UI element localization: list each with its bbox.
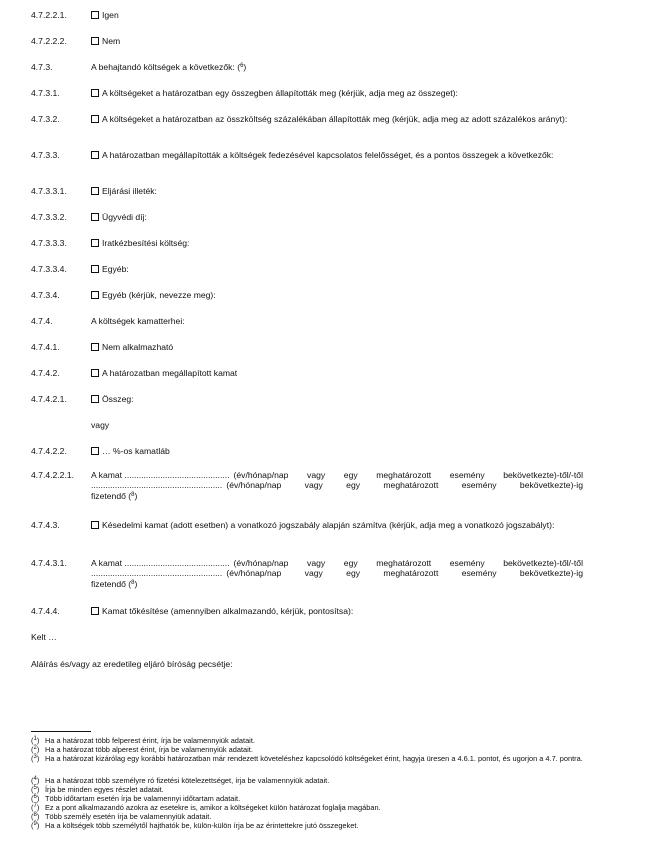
item-label: A költségek kamatterhei: (91, 316, 185, 326)
item-number: 4.7.4.2.2. (31, 446, 67, 456)
item-number: 4.7.3.2. (31, 114, 60, 124)
item-number: 4.7.4.3.1. (31, 558, 67, 568)
fill-rest: (év/hónap/nap vagy egy meghatározott esemény bekövetkezte)-től/-től (233, 558, 583, 568)
item-text (91, 446, 583, 456)
footnote-mark: ($^5$) (31, 785, 40, 794)
item-number: 4.7.2.2.1. (31, 10, 67, 20)
checkbox[interactable] (91, 37, 99, 45)
footnote-number: 9 (33, 821, 37, 827)
item-label: Nem alkalmazható (102, 342, 174, 352)
checkbox[interactable] (91, 239, 99, 247)
item-text (91, 368, 583, 378)
item-label: Összeg: (102, 394, 134, 404)
footnote-mark: ($^3$) (31, 754, 40, 763)
fill-close: ) (134, 578, 138, 589)
fill-rest: (év/hónap/nap vagy egy meghatározott esemény bekövetkezte)-től/-től (233, 470, 583, 480)
item-label: … %-os kamatláb (102, 446, 170, 456)
footnote-mark: ($^4$) (31, 776, 40, 785)
item-number: 4.7.3.3.4. (31, 264, 67, 274)
item-text (91, 394, 583, 404)
fill-lead: ....................................................... (91, 480, 223, 491)
footnote-text: Ha a határozat több felperest érint, írja be valamennyiük adatait. (45, 736, 255, 745)
footnote-mark: ($^1$) (31, 736, 40, 745)
checkbox[interactable] (91, 151, 99, 159)
footnote-text: Ha a határozat kizárólag egy korábbi határozatban már rendezett követeléshez kapcsolódó költségeket érint, hagyja üresen a 4.6.1. pontot, és ugorjon a 4.7. pontra. (45, 754, 583, 763)
checkbox[interactable] (91, 11, 99, 19)
checkbox[interactable] (91, 265, 99, 273)
checkbox[interactable] (91, 447, 99, 455)
footnote-mark: ($^6$) (31, 794, 40, 803)
item-label: Ügyvédi díj: (102, 212, 147, 222)
footnote-text: Ez a pont alkalmazandó azokra az esetekre is, amikor a költségeket külön határozat foglalja magában. (45, 803, 381, 812)
item-label: A határozatban megállapított kamat (102, 368, 238, 378)
item-label: Eljárási illeték: (102, 186, 157, 196)
item-label: A behajtandó költségek a következők: ( (91, 62, 241, 72)
item-number: 4.7.2.2.2. (31, 36, 67, 46)
footnote-text: Több időtartam esetén írja be valamennyi időtartam adatait. (45, 794, 241, 803)
footnote-number: 4 (33, 776, 37, 782)
item-text (91, 36, 583, 46)
item-label: vagy (91, 420, 110, 430)
footnote-text: Írja be minden egyes részlet adatait. (45, 785, 164, 794)
fill-payable: fizetendő ( (91, 578, 132, 589)
item-label: Iratkézbesítési költség: (102, 238, 190, 248)
footnote-ref: 6 (240, 63, 244, 69)
item-text (91, 238, 583, 248)
item-label: Kamat tőkésítése (amennyiben alkalmazandó, kérjük, pontosítsa): (102, 606, 354, 616)
item-text (91, 342, 583, 352)
checkbox[interactable] (91, 213, 99, 221)
fill-rest: (év/hónap/nap vagy egy meghatározott esemény bekövetkezte)-ig (226, 568, 583, 579)
footnote-number: 8 (33, 812, 37, 818)
item-text (91, 212, 583, 222)
footnote-number: 3 (33, 754, 37, 760)
footnote-text: Ha a határozat több személyre ró fizetési kötelezettséget, írja be valamennyiük adatait. (45, 776, 330, 785)
checkbox[interactable] (91, 291, 99, 299)
checkbox[interactable] (91, 89, 99, 97)
item-text (91, 150, 583, 160)
footnote-mark: ($^9$) (31, 821, 40, 830)
item-label: A költségeket a határozatban egy összegben állapították meg (kérjük, adja meg az összeget): (102, 88, 458, 98)
item-label: Igen (102, 10, 119, 20)
checkbox[interactable] (91, 369, 99, 377)
item-text (91, 558, 583, 589)
footnote-number: 5 (33, 785, 37, 791)
footnote-ref: 8 (131, 579, 135, 586)
footnote-number: 6 (33, 794, 37, 800)
item-text (91, 606, 583, 616)
footnote-ref: 8 (131, 491, 135, 498)
footnote-text: Több személy esetén írja be valamennyiük adatait. (45, 812, 212, 821)
item-number: 4.7.3.3.2. (31, 212, 67, 222)
footnote-text: Ha a költségek több személytől hajthatók be, külön-külön írja be az érintettekre jutó összegeket. (45, 821, 359, 830)
checkbox[interactable] (91, 187, 99, 195)
item-text (91, 290, 583, 300)
item-number: 4.7.4.4. (31, 606, 60, 616)
item-number: 4.7.4. (31, 316, 53, 326)
item-text (91, 264, 583, 274)
footnote-mark: ($^8$) (31, 812, 40, 821)
item-text (91, 520, 583, 530)
fill-lead: ....................................................... (91, 568, 223, 579)
footnote-number: 2 (33, 745, 37, 751)
item-number: 4.7.4.2.1. (31, 394, 67, 404)
signature-line: Aláírás és/vagy az eredetileg eljáró bíróság pecsétje: (31, 659, 233, 669)
item-label: A határozatban megállapították a költségek fedezésével kapcsolatos felelősséget, és a pontos összegek a következők: (102, 150, 554, 160)
item-number: 4.7.3.3.3. (31, 238, 67, 248)
item-number: 4.7.3.1. (31, 88, 60, 98)
checkbox[interactable] (91, 607, 99, 615)
item-number: 4.7.3. (31, 62, 53, 72)
checkbox[interactable] (91, 115, 99, 123)
footnote-mark: ($^2$) (31, 745, 40, 754)
item-label: Egyéb (kérjük, nevezze meg): (102, 290, 216, 300)
footnote-number: 1 (33, 736, 37, 742)
fill-lead: A kamat ............................................ (91, 558, 230, 568)
fill-close: ) (134, 490, 138, 501)
item-number: 4.7.3.4. (31, 290, 60, 300)
item-text (91, 316, 583, 326)
item-text (91, 88, 583, 98)
item-label: A költségeket a határozatban az összköltség százalékában állapították meg (kérjük, adja meg az adott százalékos arányt): (102, 114, 568, 124)
footnote-mark: ($^7$) (31, 803, 40, 812)
item-number: 4.7.4.3. (31, 520, 60, 530)
item-label: Késedelmi kamat (adott esetben) a vonatkozó jogszabály alapján számítva (kérjük, adja meg a vonatkozó jogszabályt): (102, 520, 555, 530)
item-text (91, 470, 583, 501)
fill-lead: A kamat ............................................ (91, 470, 230, 480)
item-text (91, 186, 583, 196)
item-number: 4.7.4.2.2.1. (31, 470, 75, 480)
checkbox[interactable] (91, 343, 99, 351)
kelt-line: Kelt … (31, 632, 57, 642)
item-label: Nem (102, 36, 121, 46)
item-text (91, 114, 583, 124)
item-text (91, 420, 583, 430)
item-label: Egyéb: (102, 264, 129, 274)
footnote-number: 7 (33, 803, 37, 809)
checkbox[interactable] (91, 521, 99, 529)
footnote-divider (31, 731, 91, 732)
fill-rest: (év/hónap/nap vagy egy meghatározott esemény bekövetkezte)-ig (226, 480, 583, 491)
item-number: 4.7.3.3.1. (31, 186, 67, 196)
item-number: 4.7.3.3. (31, 150, 60, 160)
item-number: 4.7.4.2. (31, 368, 60, 378)
item-number: 4.7.4.1. (31, 342, 60, 352)
fill-payable: fizetendő ( (91, 490, 132, 501)
item-text (91, 62, 583, 72)
item-label-close: ) (243, 62, 247, 72)
footnote-text: Ha a határozat több alperest érint, írja be valamennyiük adatait. (45, 745, 253, 754)
checkbox[interactable] (91, 395, 99, 403)
item-text (91, 10, 583, 20)
